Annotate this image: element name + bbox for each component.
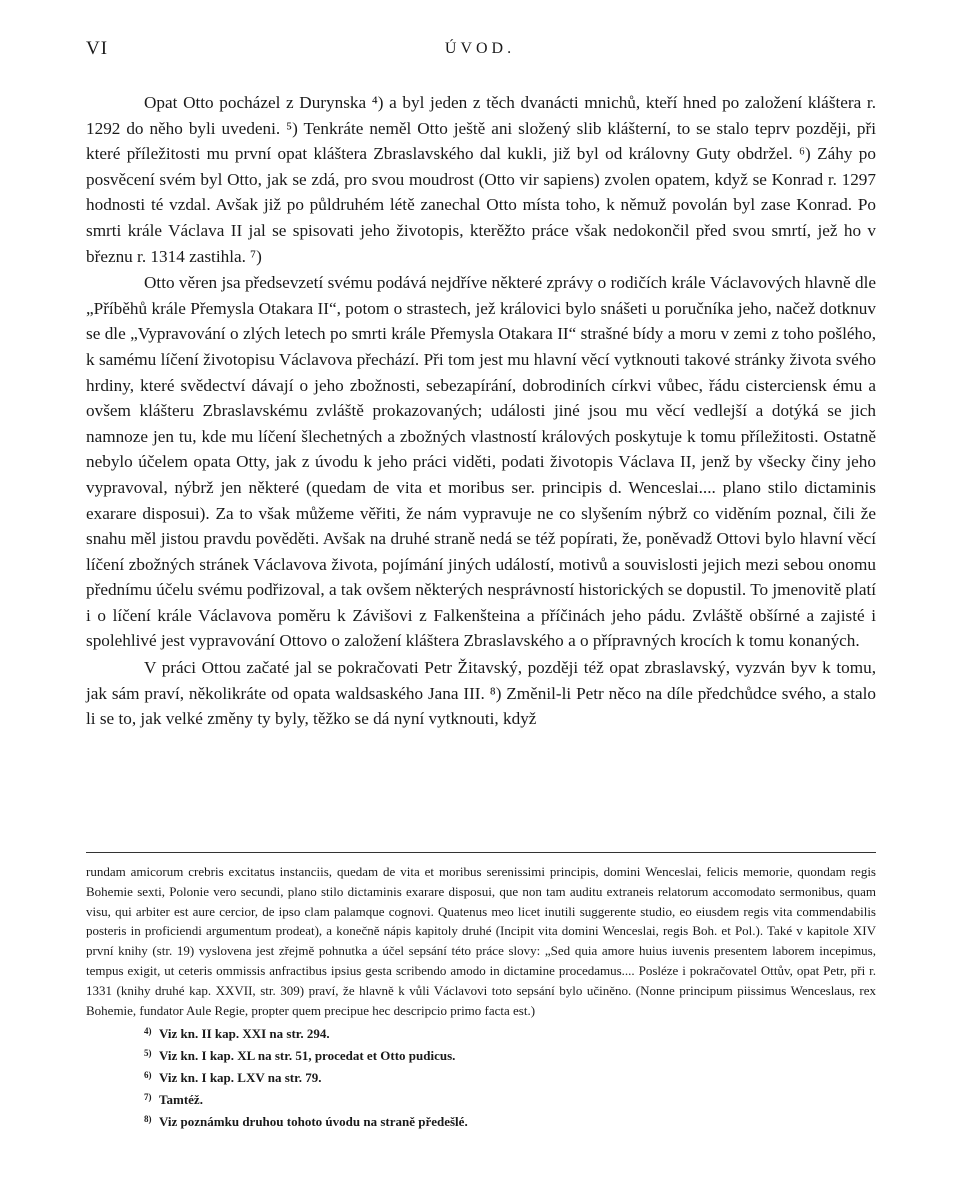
footnote-text: Viz kn. I kap. LXV na str. 79.	[159, 1069, 322, 1085]
page-header	[86, 38, 874, 68]
paragraph: Otto věren jsa předsevzetí svému podává nejdříve některé zprávy o rodičích krále Václavových hlavně dle „Příběhů krále Přemysla Otakara II“, potom o strastech, jež královici bylo snášeti u poručníka jeho, načež dotknuv se dle „Vypravování o zlých letech po smrti krále Přemysla Otakara II“ strašné bídy a moru v zemi z toho pošlého, k samému líčení životopisu Václavova přechází. Při tom jest mu hlavní věcí vytknouti takové stránky života svého hrdiny, které svědectví dávají o jeho zbožnosti, sebezapírání, dobrodiních církvi vůbec, řádu cisterciensk ému a ovšem klášteru Zbraslavskému zvláště prokazovaných; události jiné jsou mu věcí vedlejší a dotýká se jich namnoze jen tu, kde mu líčení šlechetných a zbožných vlastností králových poskytuje k tomu příležitosti. Ostatně nebylo účelem opata Otty, jak z úvodu k jeho práci viděti, podati životopis Václava II, jenž by všecky činy jeho vypravoval, nýbrž jen některé (quedam de vita et moribus ser. principis d. Wenceslai.... plano stilo dictaminis exarare disposui). Za to však můžeme věřiti, že nám vypravuje ne co slyšením nýbrž co viděním poznal, čili že snahu měl jistou pravdu pověděti. Avšak na druhé straně nedá se též popírati, že, poněvadž Ottovi bylo hlavní věcí líčení zbožných stránek Václavova života, pojímání jiných událostí, motivů a souvislosti jejich mezi sebou onomu přednímu účelu svému podřizoval, a tak ovšem některých nesprávností historických se dopustil. To jmenovitě platí i o líčení krále Václavova poměru k Závišovi z Falkenšteina a příčinách jeho pádu. Zvláště obšírné a zajisté i spolehlivé jest vypravování Ottovo o založení kláštera Zbraslavského a o přípravných krocích k tomu konaných.	[86, 273, 876, 651]
footnote-text: Viz kn. II kap. XXI na str. 294.	[159, 1026, 330, 1042]
footnote-mark: 7)	[144, 1091, 152, 1102]
footnote-item	[144, 1110, 876, 1132]
footnote-mark: 4)	[144, 1026, 152, 1037]
footnote-separator	[86, 852, 876, 853]
footnote-text: Viz kn. I kap. XL na str. 51, procedat et Otto pudicus.	[159, 1048, 456, 1064]
paragraph: Opat Otto pocházel z Durynska ⁴) a byl jeden z těch dvanácti mnichů, kteří hned po založení kláštera r. 1292 do něho byli uvedeni. ⁵) Tenkráte neměl Otto ještě ani složený slib klášterní, to se stalo teprv později, při které příležitosti mu první opat kláštera Zbraslavského dal kukli, již byl od královny Guty obdržel. ⁶) Záhy po posvěcení svém byl Otto, jak se zdá, pro svou moudrost (Otto vir sapiens) zvolen opatem, když se Konrad r. 1297 hodnosti té vzdal. Avšak již po půldruhém létě zanechal Otto místa toho, k němuž povolán byl zase Konrad. Po smrti krále Václava II jal se spisovati jeho životopis, kterěžto práce však nedokončil před svou smrtí, jež ho v březnu r. 1314 zastihla. ⁷)	[86, 93, 876, 266]
paragraph: V práci Ottou začaté jal se pokračovati Petr Žitavský, později též opat zbraslavský, vyzván byv k tomu, jak sám praví, několikráte od opata waldsaského Jana III. ⁸) Změnil-li Petr něco na díle předchůdce svého, a stalo li se to, jak velké změny ty byly, těžko se dá nyní vytknouti, když	[86, 658, 876, 729]
footnotes	[86, 862, 876, 1131]
footnote-continuation: rundam amicorum crebris excitatus instanciis, quedam de vita et moribus serenissimi principis, domini Wenceslai, felicis memorie, quondam regis Bohemie sexti, Polonie vero secundi, plano stilo dictaminis exarare disposui, que non tam auditu extraneis relatorum accomodato sermonibus, quam visu, qui arbiter est aure cercior, de ipso clam palamque cognovi. Quatenus meo licet inutili suggerente studio, eo eiusdem regis vita commendabilis posteris in proficiendi argumentum prodeat), a konečně nápis kapitoly druhé (Incipit vita domini Wenceslai, regis Boh. et Pol.). Také v kapitole XIV první knihy (str. 19) vyslovena jest zřejmě pohnutka a účel sepsání této práce slovy: „Sed quia amore huius iuvenis presentem laborem incepimus, tempus exigit, ut ceteris ommissis anfractibus ipsius gesta scribendo amodo in dictamine procedamus.... Posléze i pokračovatel Ottův, opat Petr, při r. 1331 (knihy druhé kap. XXVII, str. 309) praví, že hlavně k vůli Václavovi toto sepsání bylo učiněno. (Nonne principum piissimus Wenceslaus, rex Bohemie, fundator Aule Regie, propter quem precipue hec descripcio primo facta est.)	[86, 864, 876, 1018]
footnote-item	[144, 1088, 876, 1110]
footnote-item	[144, 1022, 876, 1044]
footnote-text: Viz poznámku druhou tohoto úvodu na straně předešlé.	[159, 1113, 468, 1129]
footnote-item	[144, 1044, 876, 1066]
footnote-mark: 5)	[144, 1048, 152, 1059]
footnote-mark: 8)	[144, 1113, 152, 1124]
running-title: ÚVOD.	[444, 40, 516, 57]
page-number: VI	[86, 38, 109, 59]
footnote-text: Tamtéž.	[159, 1091, 203, 1107]
main-text	[86, 90, 876, 732]
footnote-mark: 6)	[144, 1069, 152, 1080]
footnote-list	[86, 1022, 876, 1131]
footnote-item	[144, 1066, 876, 1088]
